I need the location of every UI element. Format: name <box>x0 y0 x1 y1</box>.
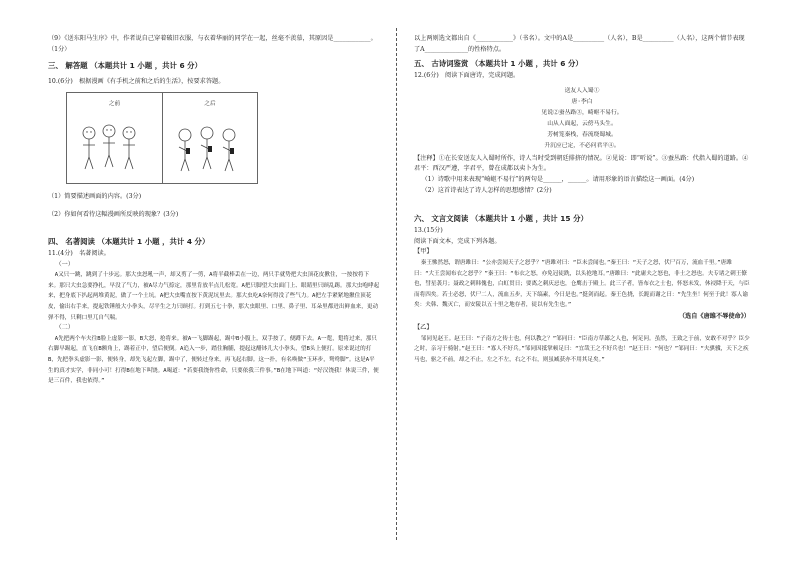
question-11: 11.(4分) 名著阅读。 <box>48 249 110 257</box>
cartoon-after-label: 之后 <box>204 100 216 107</box>
passage-jia: 秦王怫然怒，谓唐雎曰：“公亦尝闻天子之怒乎？”唐雎对曰：“臣未尝闻也。”秦王曰：“天子之怒，伏尸百万，流血千里。”唐雎曰：“大王尝闻布衣之怒乎？”秦王曰：“布衣之怒，亦免冠徒跣，以头抢地耳。”唐雎曰：“此庸夫之怒也，非士之怒也。夫专诸之刺王僚也，彗星袭月；聂政之刺韩傀也，白虹贯日；要离之刺庆忌也，仓鹰击于殿上。此三子者，皆布衣之士也，怀怒未发，休祲降于天，与臣而将四矣。若士必怒，伏尸二人，流血五步，天下缟素，今日是也。”挺剑而起。秦王色挠，长跪而谢之曰：“先生坐！何至于此！寡人谕矣：夫韩、魏灭亡，而安陵以五十里之地存者，徒以有先生也。” <box>414 259 750 309</box>
section-4-heading: 四、 名著阅读 （本题共计 1 小题 ，共计 4 分） <box>48 236 210 246</box>
poem-line: 见说②蚕丛路③，崎岖不易行。 <box>541 109 623 116</box>
part-2-label: （二） <box>55 324 74 332</box>
question-10: 10.(6分) 根据漫画《有手机之前和之后的生活》，按要求答题。 <box>48 78 225 86</box>
question-9: （9）《送东阳马生序》中，作者说自己穿着破旧衣服，与衣着华丽的同学在一起，丝毫不羡慕，其原因是____________。（1分） <box>48 35 377 53</box>
passage-yi: 邹同见赵王。赵王曰：“子南方之传士也，何以教之？”邹同曰：“臣南方草鄙之人也，何足问。虽然，王致之于前，安敢不对乎？臣少之时，亲习于骑射。”赵王曰：“寡人不好兵。”邹同因抵掌顿足曰：“宜哉王之不好兵也！”赵王曰：“何也？”邹同曰：“夫骐骥，天下之疾马也，驱之不前，却之不止，左之不左，右之不右，则虽臧获亦不用其足矣。” <box>414 335 750 363</box>
poem-line: 芳树笼秦栈，春流绕蜀城。 <box>547 131 617 138</box>
cartoon-image <box>66 92 258 184</box>
question-13: 13.(15分) <box>414 227 443 235</box>
question-10-1: （1）简要描述画面的内容。(3分) <box>48 192 142 200</box>
passage-2: A先把两个车夫往B脸上虚影一影，B大怒，抢将来。被A一飞脚踢起，踢中B小腹上，双手按了，便蹲下去。A一踅，踅将过来，那只右脚早踢起，直飞在B额角上，踢着正中，望后便倒。A追入一步，踏住胸脯，提起这醋钵儿大小拳头，望B头上便打。原来说过的打B，先把拳头虚影一影，便转身，却先飞起左脚，踢中了，便转过身来，再飞起右脚。这一扑，有名唤做“玉环步，鸳鸯脚”。这是A平生的真才实学，非同小可！打得B在地下叫饶。A喝道：“若要我饶你性命，只要依我三件事。”B在地下叫道：“好汉饶我！休说三件，便是三百件，我也依得。” <box>48 335 379 385</box>
question-12: 12.(6分) 阅读下面唐诗，完成问题。 <box>414 72 520 80</box>
passage-1: A又只一跳，跳到了十步远。那大虫怒吼一声，却又剪了一剪，A将半截棒丢在一边，两只手就势把大虫顶花皮揪住，一按按将下来。那只大虫急要挣扎，早没了气力，被A尽力气捺定，那里肯放半点儿松宽。A把只脚望大虫面门上、眼睛里只顾乱踢。那大虫咆哮起来，把身底下扒起两堆黄泥，做了一个土坑。A把大虫嘴直按下黄泥坑里去。那大虫吃A奈何得没了些气力。A把左手紧紧地揪住顶花皮，偷出右手来，提起铁锤般大小拳头，尽平生之力只顾打。打到五七十拳，那大虫眼里、口里、鼻子里、耳朵里都迸出鲜血来，更动弹不得，只剩口里兀自气喘。 <box>48 272 380 321</box>
cartoon-before-pane <box>67 93 162 183</box>
question-13-intro: 阅读下面文本，完成下列各题。 <box>414 237 501 245</box>
passage-jia-label: 【甲】 <box>414 248 433 256</box>
left-column <box>48 34 380 387</box>
poem-note: 【注释】①在长安送友人入蜀时所作，诗人当时受到朝廷排挤的情况。②见说：即“听说”。③蚕丛路：代指入蜀的道路。④君平：西汉严遵，字君平，曾在成都以卖卜为生。 <box>414 154 749 173</box>
question-10-2: （2）你如何看待这幅漫画所反映的现象？(3分) <box>48 211 179 219</box>
cartoon-after-pane <box>162 93 257 183</box>
section-6-heading: 六、 文言文阅读 （本题共计 1 小题 ，共计 15 分） <box>414 214 588 224</box>
poem-line: 山从人面起，云傍马头生。 <box>547 120 617 127</box>
passage-jia-source: （选自《唐雎不辱使命》） <box>678 312 750 320</box>
section-5-heading: 五、 古诗词鉴赏 （本题共计 1 小题 ，共计 6 分） <box>414 59 583 69</box>
poem-title: 送友人入蜀① <box>564 87 600 94</box>
section-3-heading: 三、 解答题 （本题共计 1 小题 ，共计 6 分） <box>48 61 202 71</box>
part-1-label: （一） <box>55 260 74 268</box>
poem-author: 唐·李白 <box>571 98 593 105</box>
poem-line: 升沉应已定，不必问君平④。 <box>544 142 620 149</box>
right-column <box>414 34 750 365</box>
fill-in-question: 以上两则选文都出自《____________》（书名）。文中的A是__________（人名），B是__________（人名），这两个情节表现了A______________的性格特点。 <box>414 35 745 53</box>
question-12-1: （1）诗歌中用来表现“崎岖不易行”的两句是______，______。请用形象的语言描绘这一画面。(4分) <box>421 175 695 183</box>
cartoon-before-label: 之前 <box>108 100 121 107</box>
column-divider <box>396 28 397 540</box>
question-12-2: （2）这首诗表达了诗人怎样的思想感情？(2分) <box>421 186 552 194</box>
passage-yi-label: 【乙】 <box>414 323 433 331</box>
